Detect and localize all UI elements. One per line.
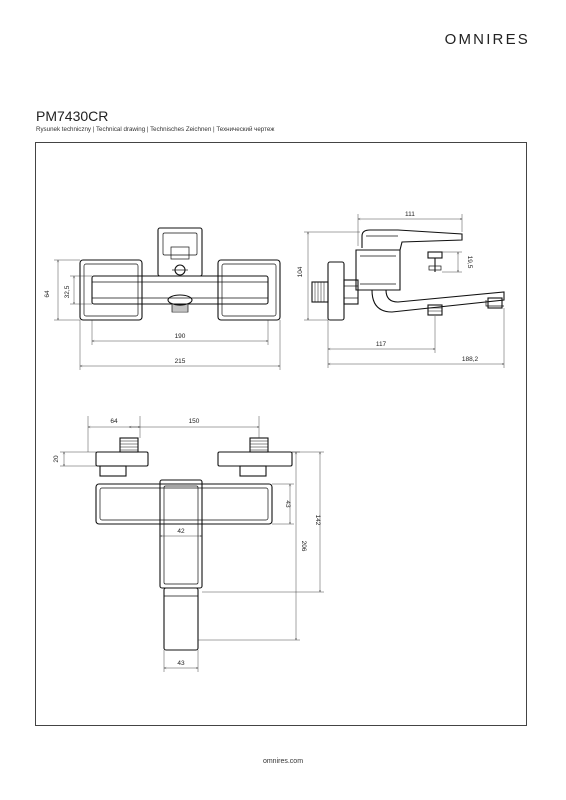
dim-front-inlet-height: 32,5 (64, 285, 71, 299)
front-handle (158, 228, 202, 276)
dim-top-spacing: 150 (188, 418, 200, 425)
footer-url[interactable]: omnires.com (262, 758, 304, 765)
side-handle (362, 230, 462, 250)
dim-side-overall-depth: 188,2 (461, 356, 479, 363)
top-left-flange (96, 452, 148, 466)
front-left-escutcheon (80, 260, 142, 320)
top-view (53, 416, 324, 672)
dim-top-spout-width: 43 (177, 660, 185, 667)
dim-front-height: 64 (44, 290, 51, 298)
side-wall-flange (328, 262, 344, 320)
dim-front-outer-width: 215 (174, 358, 186, 365)
side-diverter-knob (428, 252, 442, 258)
side-inlet-thread (312, 282, 328, 302)
top-body (96, 484, 272, 524)
dim-top-handle-width: 42 (177, 528, 185, 535)
side-spout (372, 290, 504, 312)
top-right-flange (218, 452, 292, 466)
dim-top-body-depth: 43 (284, 500, 291, 508)
dim-side-height: 104 (297, 266, 304, 278)
brand-logo: OMNIRES (444, 31, 530, 48)
dim-front-inner-width: 190 (174, 333, 186, 340)
dim-side-top-length: 111 (405, 211, 415, 218)
dim-top-total-depth-a: 142 (314, 514, 321, 526)
dim-side-handle-offset: 19,5 (466, 255, 473, 269)
front-body (92, 276, 268, 304)
top-right-nut (240, 466, 266, 476)
dim-side-inlet-to-spout: 117 (375, 341, 387, 348)
top-spout (164, 588, 198, 650)
front-view (44, 228, 280, 370)
drawing-subtitle: Rysunek techniczny | Technical drawing | Technisches Zeichnen | Технический чертеж (36, 126, 275, 133)
top-left-nut (100, 466, 126, 476)
side-view (297, 211, 504, 368)
dim-top-eccentric-width: 64 (110, 418, 118, 425)
dim-top-total-depth-b: 206 (300, 540, 307, 552)
side-spout-outlet (488, 298, 502, 308)
dim-top-flange-depth: 20 (53, 455, 60, 463)
model-number: PM7430CR (36, 108, 109, 124)
front-right-escutcheon (218, 260, 280, 320)
